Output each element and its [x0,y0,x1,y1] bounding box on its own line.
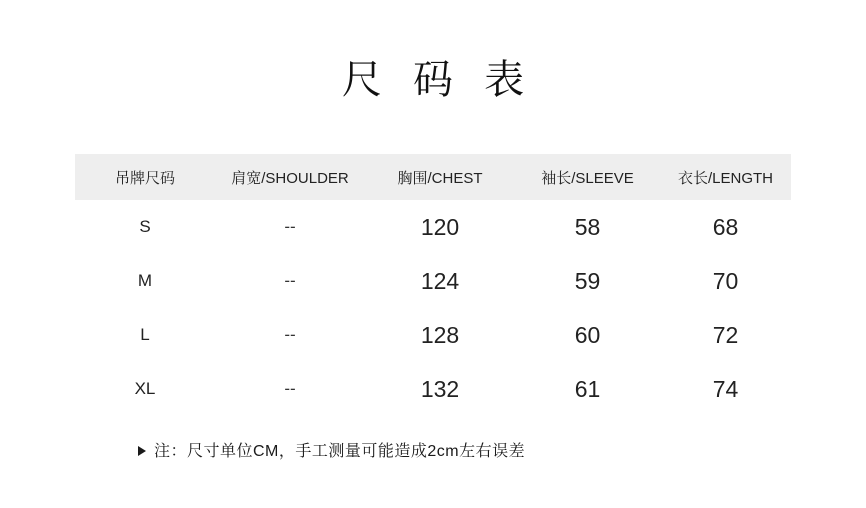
cell-chest: 128 [365,308,515,362]
cell-length: 72 [660,308,791,362]
measurement-note [0,438,866,461]
column-header-shoulder: 肩宽/SHOULDER [215,154,365,200]
column-header-sleeve: 袖长/SLEEVE [515,154,660,200]
table-body [75,200,791,416]
cell-sleeve: 58 [515,200,660,254]
cell-sleeve: 59 [515,254,660,308]
table-header-row [75,154,791,200]
table-row [75,308,791,362]
cell-length: 68 [660,200,791,254]
cell-size: S [75,200,215,254]
size-table [75,154,791,416]
cell-sleeve: 61 [515,362,660,416]
cell-shoulder: -- [215,254,365,308]
cell-chest: 132 [365,362,515,416]
table-header [75,154,791,200]
cell-size: XL [75,362,215,416]
cell-chest: 124 [365,254,515,308]
table-row [75,200,791,254]
cell-size: L [75,308,215,362]
column-header-chest: 胸围/CHEST [365,154,515,200]
measurement-note-text: 注：尺寸单位CM，手工测量可能造成2cm左右误差 [154,443,526,460]
size-table-container [75,154,791,416]
column-header-length: 衣长/LENGTH [660,154,791,200]
cell-size: M [75,254,215,308]
column-header-size: 吊牌尺码 [75,154,215,200]
cell-length: 70 [660,254,791,308]
cell-shoulder: -- [215,308,365,362]
cell-chest: 120 [365,200,515,254]
cell-shoulder: -- [215,200,365,254]
cell-sleeve: 60 [515,308,660,362]
page-title: 尺 码 表 [341,58,535,102]
table-row [75,254,791,308]
cell-shoulder: -- [215,362,365,416]
cell-length: 74 [660,362,791,416]
table-row [75,362,791,416]
triangle-bullet-icon [138,446,146,456]
